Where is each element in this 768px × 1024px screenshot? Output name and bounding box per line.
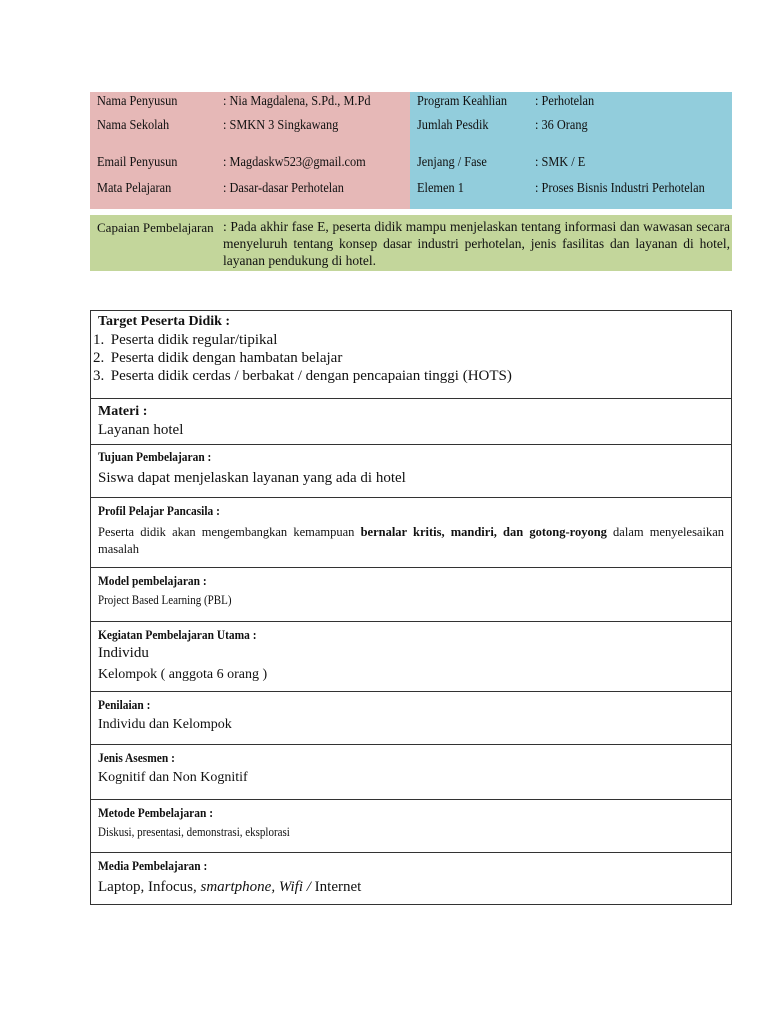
section-text: Siswa dapat menjelaskan layanan yang ada di hotel: [98, 470, 406, 486]
capaian-text: : Pada akhir fase E, peserta didik mampu menjelaskan tentang informasi dan wawasan secara menyeluruh tentang konsep dasar industri perhotelan, jenis fasilitas dan layanan di hotel, layanan pendukung di hotel.: [223, 219, 730, 268]
identity-row: [90, 148, 732, 181]
identity-row: [90, 92, 732, 116]
label-jumlah-pesdik: Jumlah Pesdik: [410, 116, 535, 148]
section-profil: [91, 497, 731, 567]
value-email-penyusun: : Magdaskw523@gmail.com: [223, 148, 410, 181]
section-text: Project Based Learning (PBL): [98, 593, 232, 607]
target-item: 2. Peserta didik dengan hambatan belajar: [93, 350, 343, 366]
value-jumlah-pesdik: : 36 Orang: [535, 116, 732, 148]
label-program-keahlian: Program Keahlian: [410, 92, 535, 116]
section-model: [91, 567, 731, 621]
section-title: Jenis Asesmen :: [98, 750, 175, 765]
section-text: Individu: [98, 645, 149, 661]
identity-row: [90, 116, 732, 148]
identity-table: [90, 92, 732, 271]
section-title: Materi :: [98, 404, 148, 419]
value-elemen: : Proses Bisnis Industri Perhotelan: [535, 181, 732, 209]
section-media: [91, 852, 731, 904]
identity-row: [90, 181, 732, 209]
section-text: Layanan hotel: [98, 422, 184, 438]
label-email-penyusun: Email Penyusun: [90, 148, 223, 181]
value-mata-pelajaran: : Dasar-dasar Perhotelan: [223, 181, 410, 209]
section-title: Tujuan Pembelajaran :: [98, 449, 212, 464]
section-text: Individu dan Kelompok: [98, 717, 232, 732]
section-title: Metode Pembelajaran :: [98, 805, 214, 820]
lesson-plan-table: [90, 310, 732, 905]
section-title: Model pembelajaran :: [98, 573, 207, 588]
section-text: Kelompok ( anggota 6 orang ): [98, 667, 268, 682]
target-item: 3. Peserta didik cerdas / berbakat / dengan pencapaian tinggi (HOTS): [93, 368, 512, 384]
target-item: 1. Peserta didik regular/tipikal: [93, 332, 278, 348]
section-text: Peserta didik akan mengembangkan kemampuan bernalar kritis, mandiri, dan gotong-royong dalam menyelesaikan masalah: [98, 525, 724, 556]
label-nama-penyusun: Nama Penyusun: [90, 92, 223, 116]
profil-highlight: bernalar kritis, mandiri, dan gotong-royong: [360, 525, 607, 539]
label-mata-pelajaran: Mata Pelajaran: [90, 181, 223, 209]
section-target: [91, 311, 731, 398]
section-title: Penilaian :: [98, 697, 151, 712]
value-nama-penyusun: : Nia Magdalena, S.Pd., M.Pd: [223, 92, 410, 116]
label-nama-sekolah: Nama Sekolah: [90, 116, 223, 148]
section-kegiatan: [91, 621, 731, 691]
value-nama-sekolah: : SMKN 3 Singkawang: [223, 116, 410, 148]
section-title: Target Peserta Didik :: [98, 314, 231, 329]
section-title: Kegiatan Pembelajaran Utama :: [98, 627, 257, 642]
section-materi: [91, 398, 731, 444]
section-text: Diskusi, presentasi, demonstrasi, eksplorasi: [98, 825, 290, 839]
label-elemen: Elemen 1: [410, 181, 535, 209]
capaian-row: [90, 215, 732, 271]
label-jenjang-fase: Jenjang / Fase: [410, 148, 535, 181]
section-title: Profil Pelajar Pancasila :: [98, 503, 220, 518]
section-penilaian: [91, 691, 731, 744]
value-jenjang-fase: : SMK / E: [535, 148, 732, 181]
section-metode: [91, 799, 731, 852]
capaian-label: Capaian Pembelajaran: [97, 220, 214, 235]
section-tujuan: [91, 444, 731, 497]
section-asesmen: [91, 744, 731, 799]
value-program-keahlian: : Perhotelan: [535, 92, 732, 116]
section-text: Laptop, Infocus, smartphone, Wifi / Internet: [98, 879, 362, 895]
section-text: Kognitif dan Non Kognitif: [98, 770, 248, 785]
section-title: Media Pembelajaran :: [98, 858, 208, 873]
media-italic: smartphone, Wifi /: [200, 879, 311, 895]
